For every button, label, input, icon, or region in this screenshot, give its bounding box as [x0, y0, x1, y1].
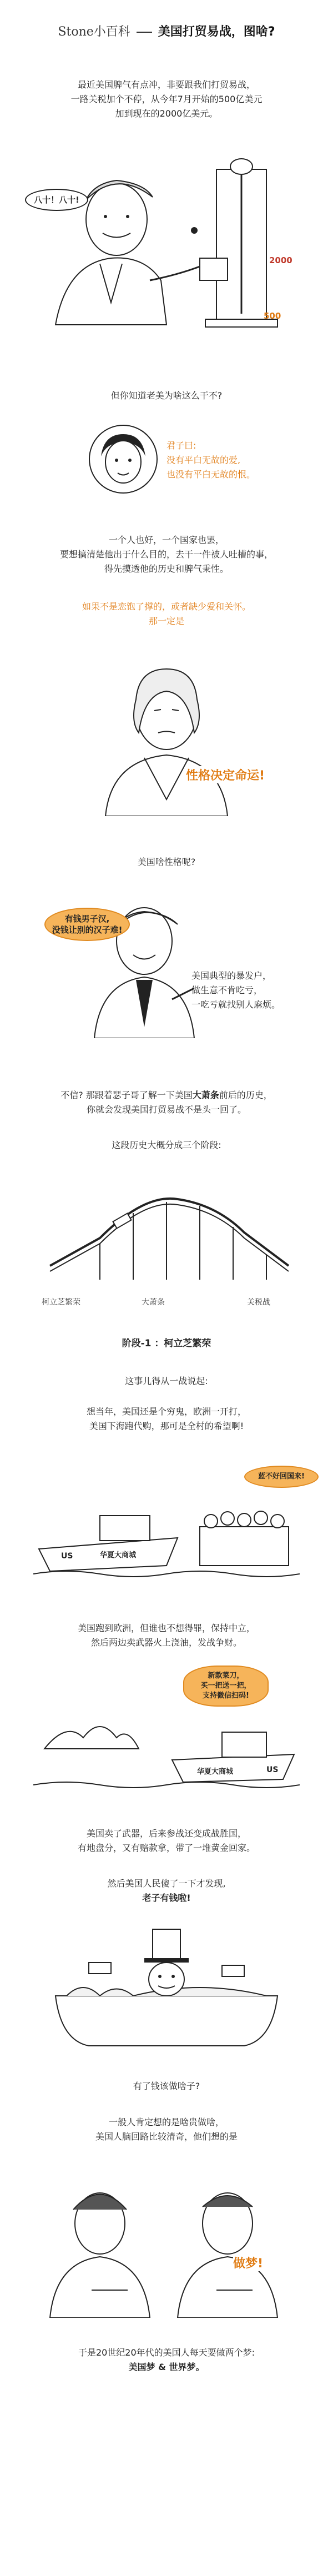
- paragraph-line: 想当年，美国还是个穷鬼，欧洲一开打，: [86, 1406, 246, 1417]
- quote-line: 也没有平白无故的恨。: [167, 469, 256, 480]
- paragraph-line: 得先摸透他的历史和脾气秉性。: [104, 564, 229, 574]
- great-depression-emphasis: 大萧条: [192, 1090, 219, 1100]
- stage-label: 柯立芝繁荣: [42, 1298, 80, 1307]
- washington-illustration: [83, 638, 250, 816]
- text-part: 不信? 那跟着瑟子哥了解一下美国: [60, 1090, 193, 1100]
- history-paragraph: [0, 533, 333, 576]
- ship-label-us: US: [266, 1765, 279, 1774]
- roller-coaster-illustration: [33, 1171, 300, 1282]
- description-line: 一吃亏就找别人麻烦。: [191, 999, 281, 1010]
- dream-intro-paragraph: [0, 2115, 333, 2144]
- stage-label: 大萧条: [142, 1298, 165, 1307]
- ship-label-mall: 华夏大商城: [197, 1768, 234, 1776]
- dreamers-drawing: [33, 2157, 300, 2318]
- bubble-line: 没钱让别的汉子难!: [52, 925, 123, 935]
- paragraph-line: 然后美国人民傻了一下才发现,: [107, 1878, 226, 1889]
- ww1-intro: 这事儿得从一战说起:: [125, 1376, 208, 1386]
- text-part: 前后的历史，: [219, 1090, 273, 1100]
- speech-bubble-eighty: 八十！八十!: [25, 189, 88, 211]
- quote-speaker: 君子曰:: [167, 440, 196, 451]
- dreamers-illustration: [33, 2157, 300, 2318]
- tariff-machine-drawing: [33, 136, 300, 341]
- gentleman-drawing: [90, 426, 157, 492]
- uncle-sam-bathtub-drawing: [33, 1918, 300, 2062]
- paragraph-line: 那一定是: [148, 616, 184, 626]
- question-why: 但你知道老美为啥这么干不?: [110, 390, 223, 401]
- question-character: 美国啥性格呢?: [137, 857, 196, 867]
- paragraph-line: 美国卖了武器，后来参战还变成战胜国，: [86, 1828, 246, 1839]
- quote-line: 没有平白无故的爱,: [167, 455, 241, 465]
- two-dreams-emphasis: 美国梦 & 世界梦。: [128, 2362, 205, 2372]
- paragraph-line: 然后两边卖武器火上浇油，发战争财。: [90, 1637, 242, 1648]
- intro-line: 最近美国脾气有点冲，非要跟我们打贸易战，: [77, 79, 255, 90]
- article-header: [0, 22, 333, 39]
- bubble-line: 支持微信扫码!: [203, 1692, 249, 1700]
- paragraph-line: 于是20世纪20年代的美国人每天要做两个梦:: [78, 2347, 255, 2358]
- paragraph-line: [0, 1088, 333, 1103]
- victory-paragraph: [0, 1827, 333, 1855]
- intro-line: 加到现在的2000亿美元。: [115, 108, 218, 119]
- bubble-line: 新款菜刀，: [208, 1672, 244, 1680]
- paragraph-line: 你就会发现美国打贸易战不是头一回了。: [86, 1104, 246, 1115]
- dream-stamp: 做梦!: [233, 2254, 263, 2271]
- tariff-machine-illustration: [33, 136, 300, 341]
- washington-drawing: [83, 638, 250, 816]
- kitchen-knife-bubble: [183, 1666, 269, 1707]
- paragraph-line: 要想搞清楚他出于什么目的，去干一件被人吐槽的事，: [59, 549, 273, 560]
- intro-paragraph: [0, 78, 333, 121]
- paragraph-line: 一般人肯定想的是啥贵做啥，: [108, 2117, 224, 2127]
- paragraph-line: 美国下海跑代购，那可是全村的希望啊!: [89, 1421, 244, 1431]
- stage-label: 关税战: [247, 1298, 270, 1307]
- intro-line: 一路关税加个不停，从今年7月开始的500亿美元: [70, 94, 263, 104]
- description-line: 做生意不肯吃亏，: [191, 985, 263, 995]
- paragraph-line: 一个人也好，一个国家也罢，: [108, 535, 224, 545]
- roller-coaster-drawing: [33, 1171, 300, 1282]
- two-dreams-paragraph: [0, 2346, 333, 2374]
- three-stages-intro: 这段历史大概分成三个阶段:: [112, 1140, 221, 1150]
- paragraph-line: 如果不是恋饱了撑的，或者缺少爱和关怀。: [82, 601, 251, 612]
- conclusion-paragraph: [0, 600, 333, 628]
- rich-man-bubble: [44, 908, 130, 941]
- question-what-to-do: 有了钱该做啥子?: [133, 2081, 200, 2091]
- paragraph-line: 美国人脑回路比较清奇，他们想的是: [95, 2131, 238, 2142]
- character-destiny-stamp: 性格决定命运!: [186, 766, 265, 783]
- bubble-line: 买一把送一把，: [200, 1682, 251, 1690]
- ship-label-mall: 华夏大商城: [100, 1551, 137, 1559]
- bubble-line: 有钱男子汉,: [64, 914, 110, 924]
- gauge-label-top: 2000: [269, 255, 292, 265]
- article-title: 美国打贸易战，图啥?: [158, 25, 275, 39]
- neutrality-paragraph: [0, 1621, 333, 1650]
- depression-intro-paragraph: [0, 1088, 333, 1117]
- gentleman-avatar: [89, 425, 158, 494]
- uncle-sam-bathtub-illustration: [33, 1918, 300, 2062]
- gentleman-quote: [167, 439, 255, 482]
- paragraph-line: 有地盘分，又有赔款拿，带了一堆黄金回家。: [77, 1843, 255, 1853]
- rich-now-paragraph: [0, 1876, 333, 1905]
- ship-label-us: US: [61, 1552, 73, 1561]
- return-home-bubble: 蓝不好回国来!: [244, 1466, 319, 1488]
- header-divider: [137, 32, 152, 33]
- brand-name: Stone小百科: [58, 25, 130, 39]
- section-title-coolidge: 阶段-1 ：柯立芝繁荣: [122, 1338, 211, 1349]
- paragraph-line: 美国跑到欧洲，但谁也不想得罪，保持中立，: [77, 1623, 255, 1633]
- rich-now-exclamation: 老子有钱啦!: [142, 1893, 191, 1903]
- gauge-label-bottom: 500: [264, 311, 281, 321]
- ww1-paragraph: [0, 1405, 333, 1433]
- upstart-description: [191, 969, 280, 1012]
- description-line: 美国典型的暴发户，: [191, 970, 272, 981]
